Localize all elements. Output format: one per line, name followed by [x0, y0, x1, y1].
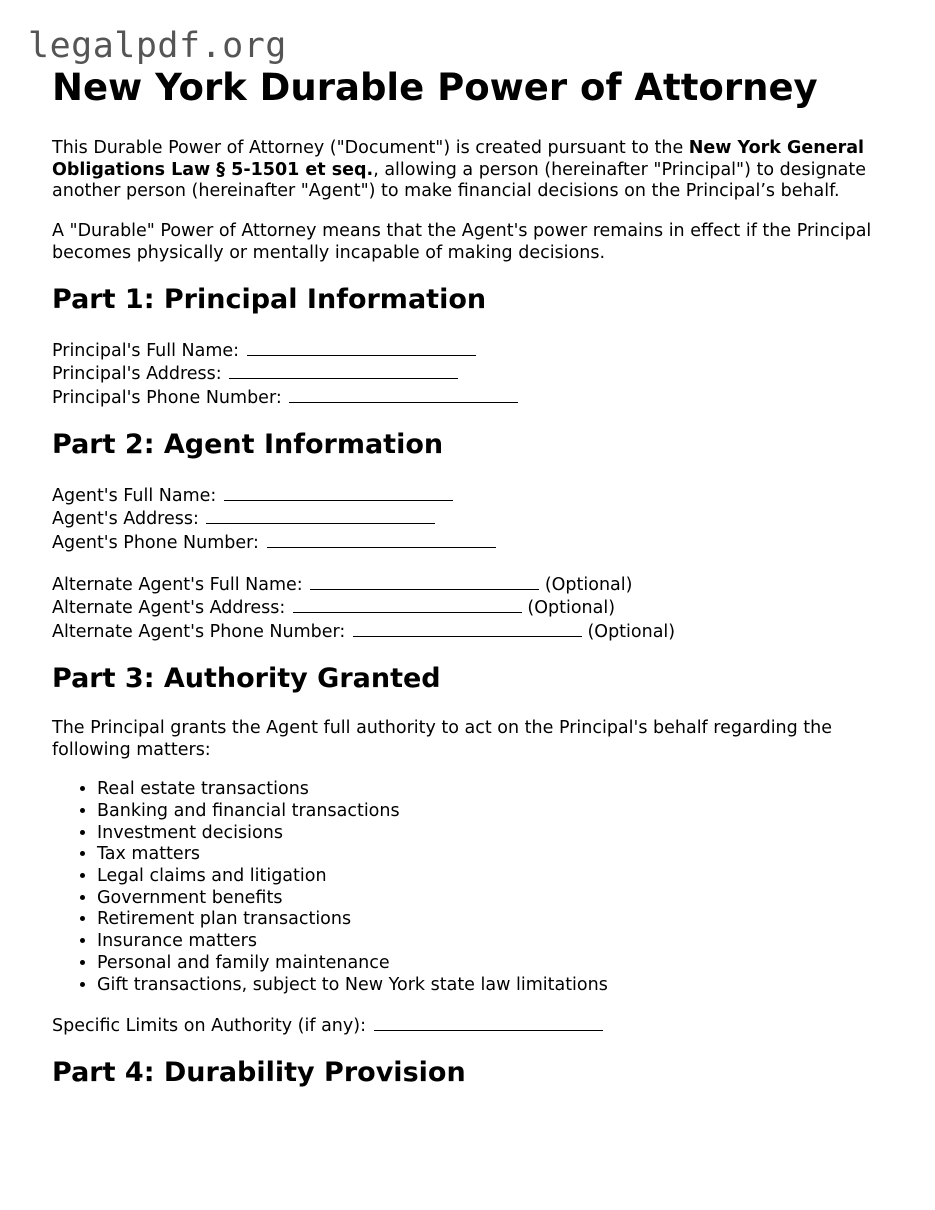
- optional-label: (Optional): [527, 598, 616, 619]
- intro-law-citation: New York General Obligations Law § 5-1501 et seq.: [52, 138, 865, 180]
- intro-text-before: This Durable Power of Attorney ("Document") is created pursuant to the: [52, 138, 689, 158]
- intro-paragraph: [52, 138, 892, 203]
- fill-in-line[interactable]: [247, 339, 476, 356]
- agent-address-field: [52, 507, 892, 531]
- fill-in-line[interactable]: [224, 484, 453, 501]
- document-title: New York Durable Power of Attorney: [52, 66, 818, 109]
- list-item: • Real estate transactions: [97, 779, 892, 801]
- fill-in-line[interactable]: [374, 1014, 603, 1031]
- alt-agent-address-field: [52, 596, 892, 620]
- list-item: • Tax matters: [97, 844, 892, 866]
- part1-heading: Part 1: Principal Information: [52, 283, 487, 315]
- fill-in-line[interactable]: [267, 531, 496, 548]
- fill-in-line[interactable]: [206, 507, 435, 524]
- field-label: Principal's Address:: [52, 364, 222, 385]
- optional-label: (Optional): [544, 574, 633, 595]
- field-label: Agent's Full Name:: [52, 485, 217, 506]
- field-label: Alternate Agent's Phone Number:: [52, 622, 346, 643]
- principal-fields: [52, 339, 892, 410]
- fill-in-line[interactable]: [229, 362, 458, 379]
- durable-definition: A "Durable" Power of Attorney means that the Agent's power remains in effect if the Principal becomes physically or mentally incapable of making decisions.: [52, 221, 872, 263]
- list-item: • Government benefits: [97, 888, 892, 910]
- agent-phone-field: [52, 531, 892, 555]
- list-item: • Personal and family maintenance: [97, 953, 892, 975]
- alternate-agent-fields: [52, 573, 892, 644]
- list-item: • Insurance matters: [97, 931, 892, 953]
- field-label: Principal's Phone Number:: [52, 387, 282, 408]
- list-item: • Investment decisions: [97, 823, 892, 845]
- field-label: Principal's Full Name:: [52, 340, 240, 361]
- optional-label: (Optional): [587, 622, 676, 643]
- agent-fields: [52, 484, 892, 555]
- list-item: • Banking and financial transactions: [97, 801, 892, 823]
- list-item: • Gift transactions, subject to New York state law limitations: [97, 975, 892, 997]
- field-label: Specific Limits on Authority (if any):: [52, 1016, 366, 1037]
- document-page: [52, 64, 892, 1112]
- fill-in-line[interactable]: [310, 573, 539, 590]
- principal-address-field: [52, 362, 892, 386]
- principal-name-field: [52, 339, 892, 363]
- alt-agent-phone-field: [52, 620, 892, 644]
- agent-name-field: [52, 484, 892, 508]
- limits-field-block: [52, 1014, 892, 1038]
- list-item: • Retirement plan transactions: [97, 909, 892, 931]
- authority-list: [52, 779, 892, 996]
- intro-text-after: , allowing a person (hereinafter "Principal") to designate another person (hereinafter "Agent") to make financial decisions on the Principal’s behalf.: [52, 159, 867, 202]
- watermark-logo: legalpdf.org: [28, 26, 287, 66]
- field-label: Alternate Agent's Address:: [52, 598, 286, 619]
- field-label: Agent's Phone Number:: [52, 533, 259, 554]
- part4-heading: Part 4: Durability Provision: [52, 1056, 466, 1088]
- part3-heading: Part 3: Authority Granted: [52, 662, 441, 694]
- alt-agent-name-field: [52, 573, 892, 597]
- specific-limits-field: [52, 1014, 892, 1038]
- fill-in-line[interactable]: [353, 620, 582, 637]
- authority-intro: The Principal grants the Agent full authority to act on the Principal's behalf regarding the following matters:: [52, 717, 833, 760]
- fill-in-line[interactable]: [289, 386, 518, 403]
- field-label: Agent's Address:: [52, 509, 199, 530]
- list-item: • Legal claims and litigation: [97, 866, 892, 888]
- fill-in-line[interactable]: [293, 596, 522, 613]
- principal-phone-field: [52, 386, 892, 410]
- field-label: Alternate Agent's Full Name:: [52, 574, 303, 595]
- part2-heading: Part 2: Agent Information: [52, 428, 444, 460]
